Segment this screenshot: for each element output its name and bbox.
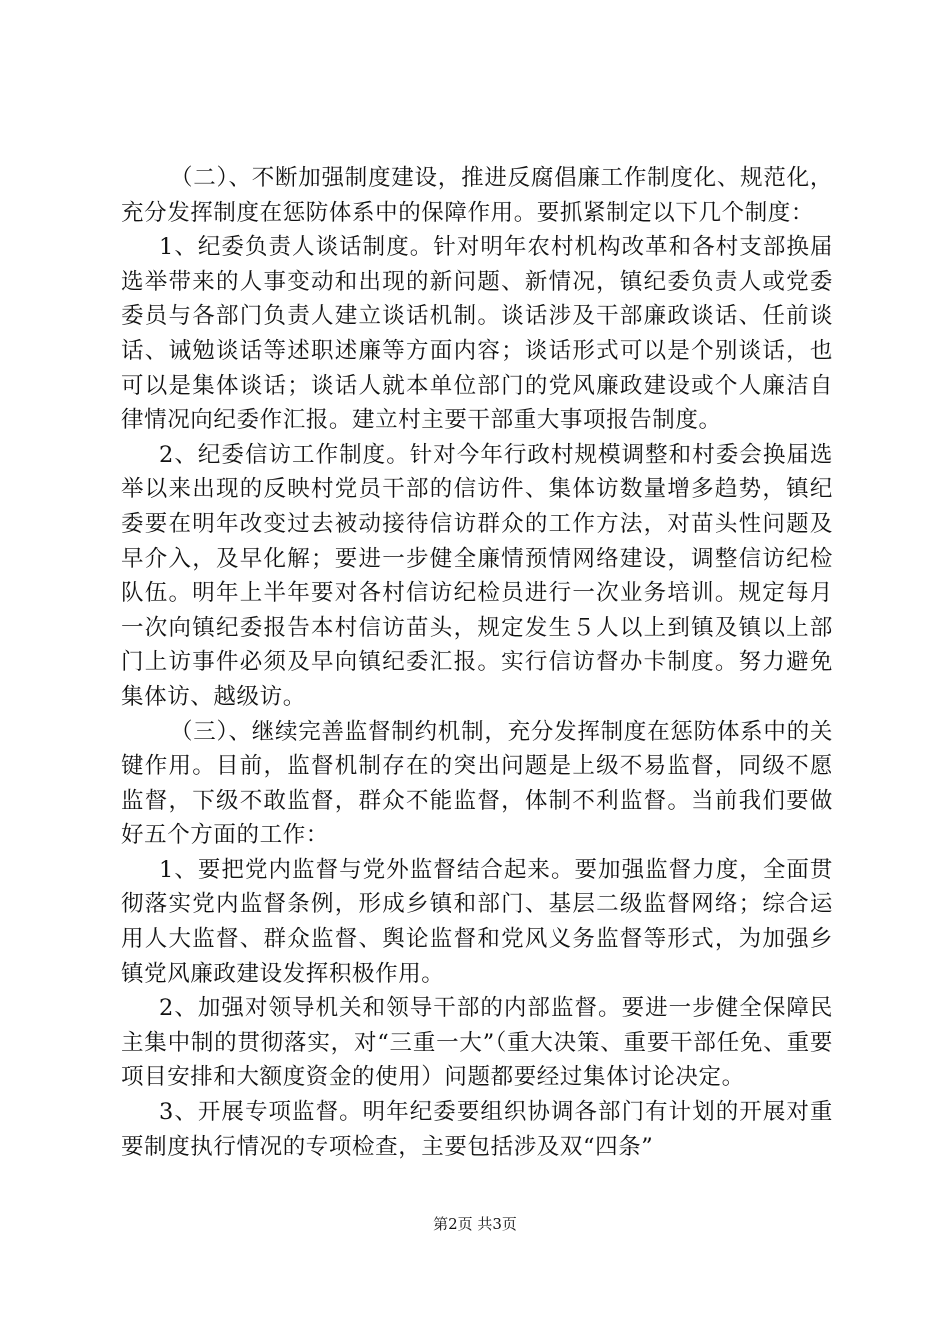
document-body — [121, 161, 833, 1164]
party-supervision-paragraph: 1、要把党内监督与党外监督结合起来。要加强监督力度，全面贯彻落实党内监督条例，形成乡镇和部门、基层二级监督网络；综合运用人大监督、群众监督、舆论监督和党风义务监督等形式，为加强乡镇党风廉政建设发挥积极作用。 — [121, 856, 833, 987]
talk-system-paragraph: 1、纪委负责人谈话制度。针对明年农村机构改革和各村支部换届选举带来的人事变动和出现的新问题、新情况，镇纪委负责人或党委委员与各部门负责人建立谈话机制。谈话涉及干部廉政谈话、任前谈话、诫勉谈话等述职述廉等方面内容；谈话形式可以是个别谈话，也可以是集体谈话；谈话人就本单位部门的党风廉政建设或个人廉洁自律情况向纪委作汇报。建立村主要干部重大事项报告制度。 — [121, 234, 833, 434]
section-three-heading-paragraph: （三）、继续完善监督制约机制，充分发挥制度在惩防体系中的关键作用。目前，监督机制存在的突出问题是上级不易监督，同级不愿监督，下级不敢监督，群众不能监督，体制不利监督。当前我们要做好五个方面的工作： — [121, 718, 833, 849]
page-number-footer: 第2页 共3页 — [433, 1215, 517, 1233]
internal-supervision-paragraph: 2、加强对领导机关和领导干部的内部监督。要进一步健全保障民主集中制的贯彻落实，对“三重一大”（重大决策、重要干部任免、重要项目安排和大额度资金的使用）问题都要经过集体讨论决定。 — [121, 995, 833, 1091]
special-supervision-paragraph: 3、开展专项监督。明年纪委要组织协调各部门有计划的开展对重要制度执行情况的专项检查，主要包括涉及双“四条” — [121, 1099, 833, 1160]
petition-system-paragraph: 2、纪委信访工作制度。针对今年行政村规模调整和村委会换届选举以来出现的反映村党员干部的信访件、集体访数量增多趋势，镇纪委要在明年改变过去被动接待信访群众的工作方法，对苗头性问题及早介入，及早化解；要进一步健全廉情预情网络建设，调整信访纪检队伍。明年上半年要对各村信访纪检员进行一次业务培训。规定每月一次向镇纪委报告本村信访苗头，规定发生５人以上到镇及镇以上部门上访事件必须及早向镇纪委汇报。实行信访督办卡制度。努力避免集体访、越级访。 — [121, 441, 833, 710]
section-two-heading-paragraph: （二）、不断加强制度建设，推进反腐倡廉工作制度化、规范化，充分发挥制度在惩防体系中的保障作用。要抓紧制定以下几个制度： — [121, 165, 833, 226]
